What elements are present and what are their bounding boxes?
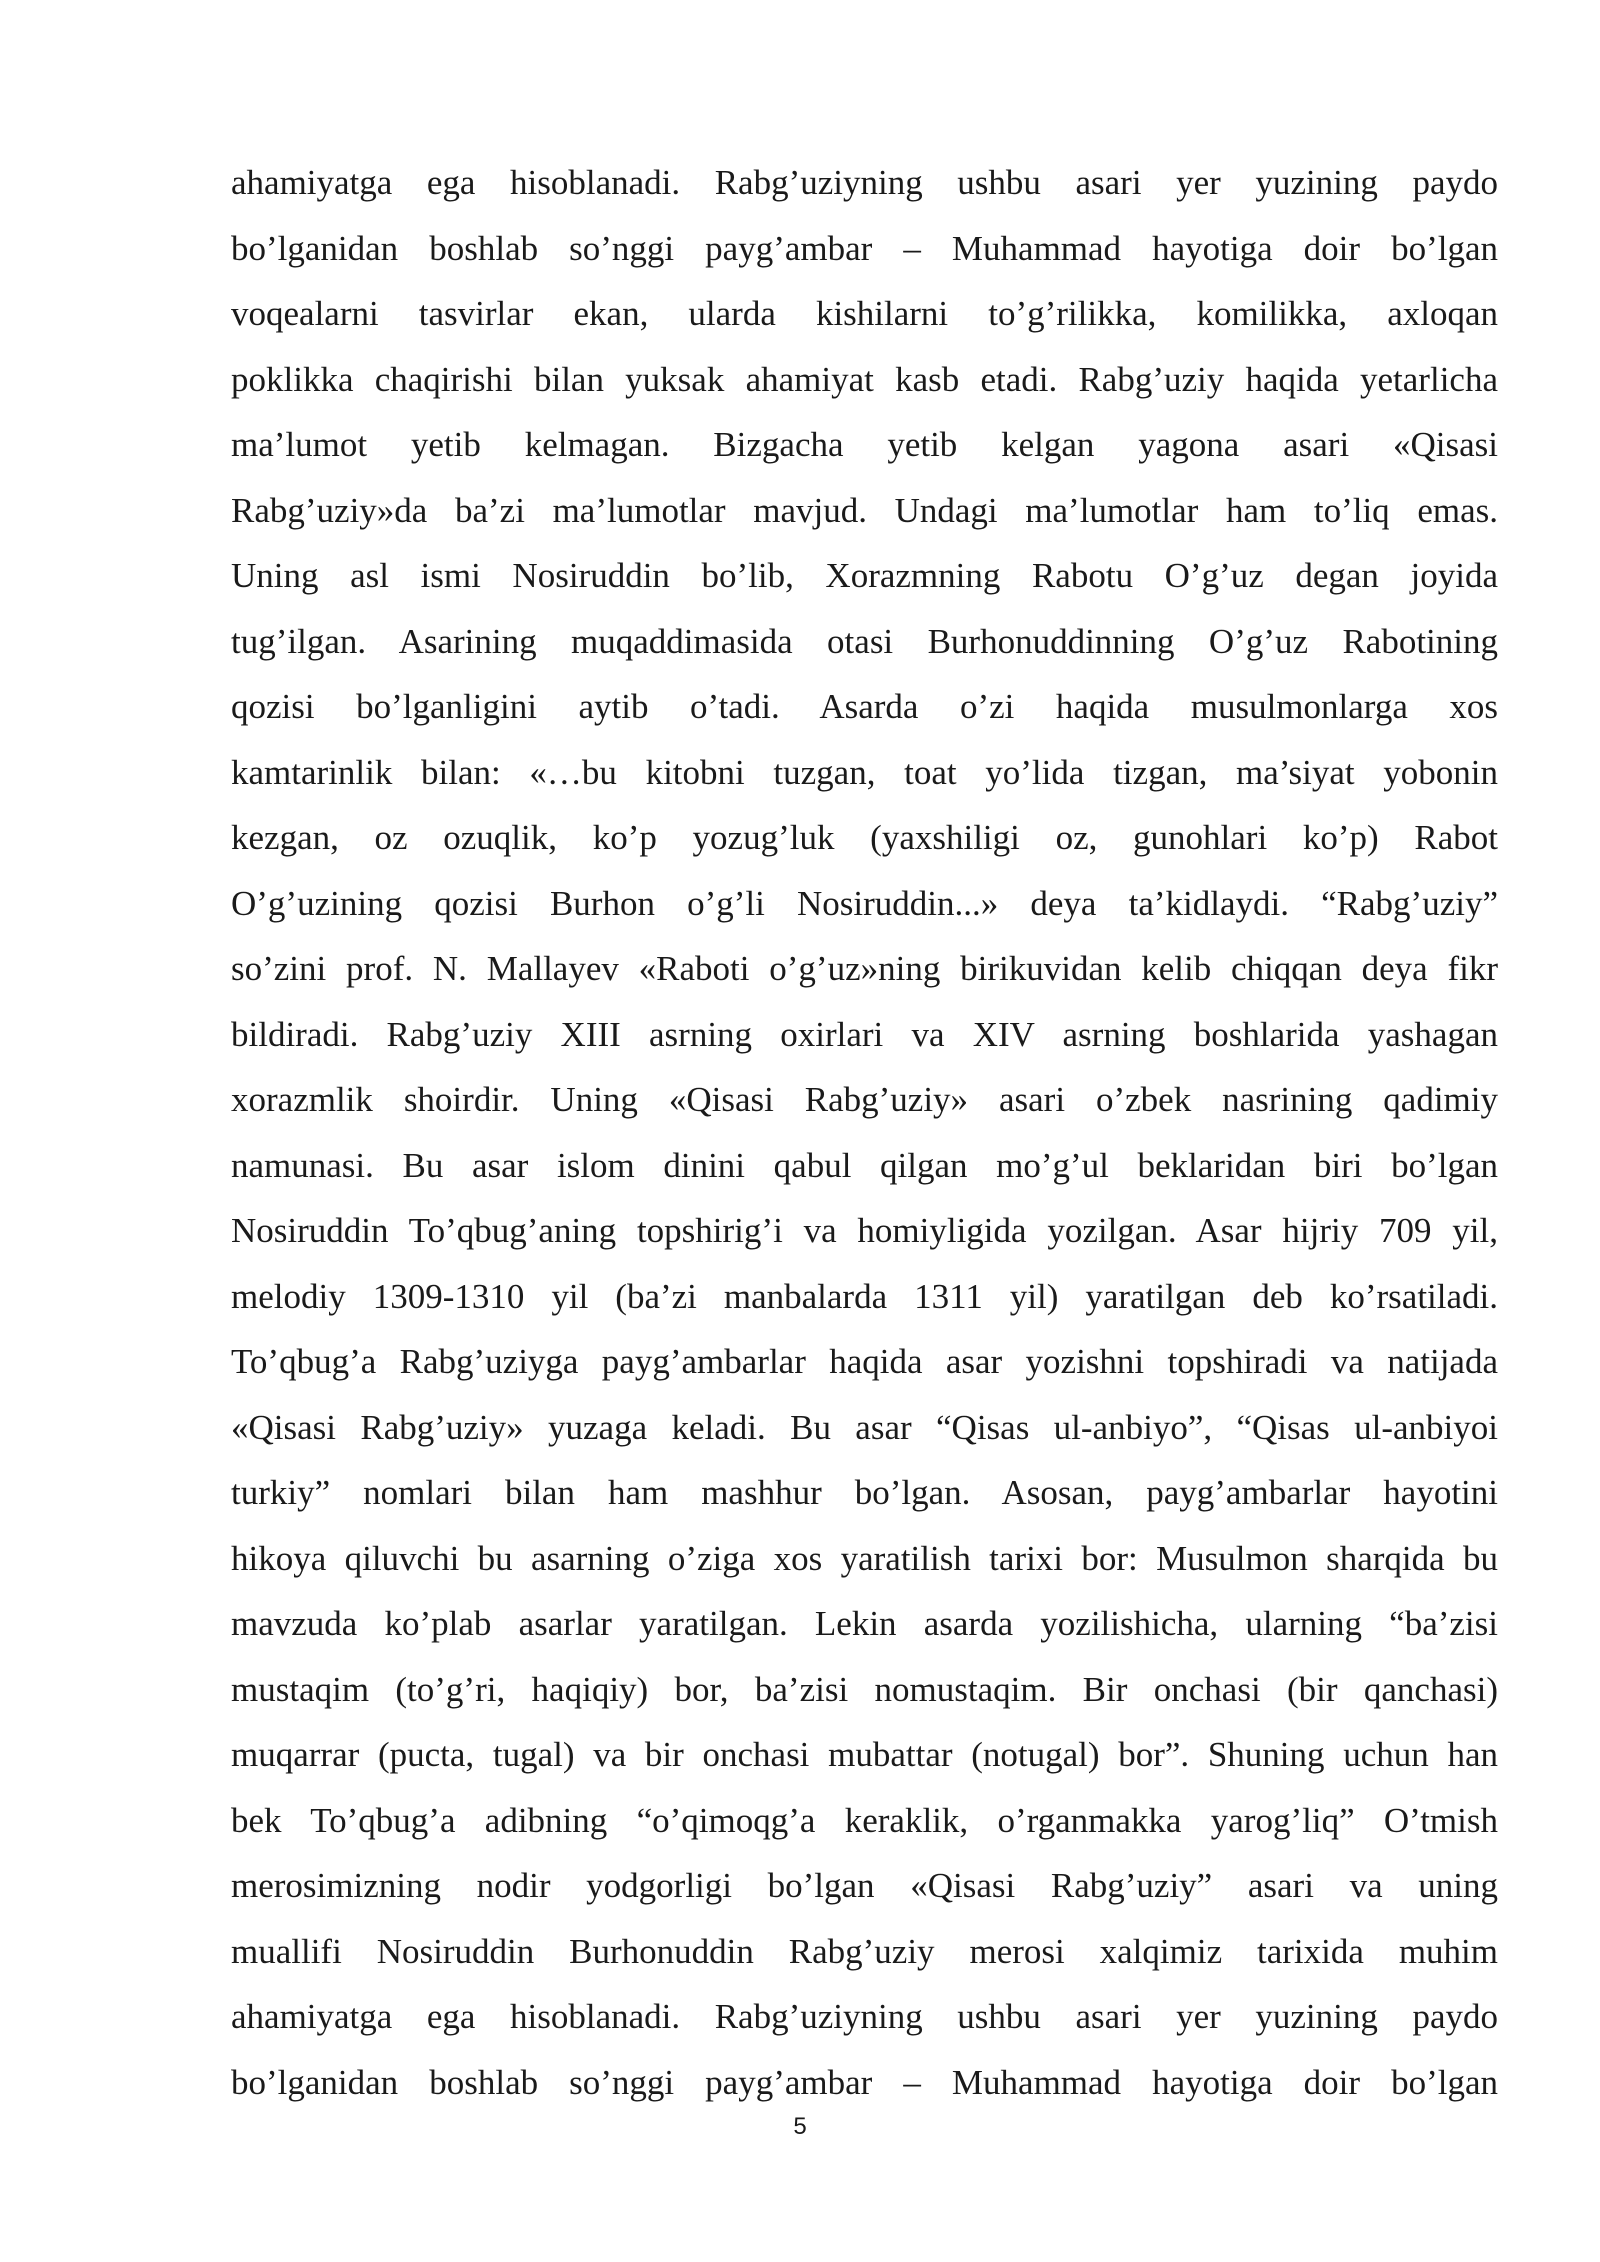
text-line: voqealarni tasvirlar ekan, ularda kishilarni to’g’rilikka, komilikka, axloqan <box>231 294 1498 333</box>
text-line: namunasi. Bu asar islom dinini qabul qilgan mo’g’ul beklaridan biri bo’lgan <box>231 1145 1498 1185</box>
text-line: ahamiyatga ega hisoblanadi. Rabg’uziyning ushbu asari yer yuzining paydo <box>231 1997 1498 2036</box>
text-line: so’zini prof. N. Mallayev «Raboti o’g’uz»ning birikuvidan kelib chiqqan deya fikr <box>231 949 1498 988</box>
text-line: tug’ilgan. Asarining muqaddimasida otasi Burhonuddinning O’g’uz Rabotining <box>231 621 1498 661</box>
text-line: bo’lganidan boshlab so’nggi payg’ambar – Muhammad hayotiga doir bo’lgan <box>231 2062 1498 2102</box>
text-line: xorazmlik shoirdir. Uning «Qisasi Rabg’uziy» asari o’zbek nasrining qadimiy <box>231 1080 1498 1119</box>
text-line: ma’lumot yetib kelmagan. Bizgacha yetib kelgan yagona asari «Qisasi <box>231 425 1498 464</box>
text-line: qozisi bo’lganligini aytib o’tadi. Asarda o’zi haqida musulmonlarga xos <box>231 687 1498 726</box>
text-line: kezgan, oz ozuqlik, ko’p yozug’luk (yaxshiligi oz, gunohlari ko’p) Rabot <box>231 818 1498 857</box>
text-line: mavzuda ko’plab asarlar yaratilgan. Lekin asarda yozilishicha, ularning “ba’zisi <box>231 1604 1498 1643</box>
text-line: Nosiruddin To’qbug’aning topshirig’i va homiyligida yozilgan. Asar hijriy 709 yil, <box>231 1211 1498 1250</box>
text-line: To’qbug’a Rabg’uziyga payg’ambarlar haqida asar yozishni topshiradi va natijada <box>231 1342 1498 1381</box>
text-line: bildiradi. Rabg’uziy XIII asrning oxirlari va XIV asrning boshlarida yashagan <box>231 1014 1498 1054</box>
text-line: muallifi Nosiruddin Burhonuddin Rabg’uziy merosi xalqimiz tarixida muhim <box>231 1931 1498 1971</box>
text-line: turkiy” nomlari bilan ham mashhur bo’lgan. Asosan, payg’ambarlar hayotini <box>231 1473 1498 1512</box>
text-line: bek To’qbug’a adibning “o’qimoqg’a keraklik, o’rganmakka yarog’liq” O’tmish <box>231 1800 1498 1840</box>
text-line: kamtarinlik bilan: «…bu kitobni tuzgan, toat yo’lida tizgan, ma’siyat yobonin <box>231 752 1498 792</box>
body-text <box>231 150 1498 2115</box>
text-line: poklikka chaqirishi bilan yuksak ahamiyat kasb etadi. Rabg’uziy haqida yetarlicha <box>231 359 1498 399</box>
text-line: merosimizning nodir yodgorligi bo’lgan «Qisasi Rabg’uziy” asari va uning <box>231 1866 1498 1905</box>
text-line: O’g’uzining qozisi Burhon o’g’li Nosiruddin...» deya ta’kidlaydi. “Rabg’uziy” <box>231 883 1498 923</box>
text-line: ahamiyatga ega hisoblanadi. Rabg’uziyning ushbu asari yer yuzining paydo <box>231 163 1498 202</box>
text-line: muqarrar (pucta, tugal) va bir onchasi mubattar (notugal) bor”. Shuning uchun han <box>231 1735 1498 1774</box>
text-line: Uning asl ismi Nosiruddin bo’lib, Xorazmning Rabotu O’g’uz degan joyida <box>231 556 1498 595</box>
text-line: mustaqim (to’g’ri, haqiqiy) bor, ba’zisi nomustaqim. Bir onchasi (bir qanchasi) <box>231 1669 1498 1709</box>
text-line: melodiy 1309-1310 yil (ba’zi manbalarda 1311 yil) yaratilgan deb ko’rsatiladi. <box>231 1276 1498 1316</box>
text-line: bo’lganidan boshlab so’nggi payg’ambar – Muhammad hayotiga doir bo’lgan <box>231 228 1498 268</box>
text-line: Rabg’uziy»da ba’zi ma’lumotlar mavjud. Undagi ma’lumotlar ham to’liq emas. <box>231 490 1498 530</box>
page-number: 5 <box>793 2113 807 2140</box>
text-line: «Qisasi Rabg’uziy» yuzaga keladi. Bu asar “Qisas ul-anbiyo”, “Qisas ul-anbiyoi <box>231 1407 1498 1447</box>
text-line: hikoya qiluvchi bu asarning o’ziga xos yaratilish tarixi bor: Musulmon sharqida bu <box>231 1538 1498 1578</box>
